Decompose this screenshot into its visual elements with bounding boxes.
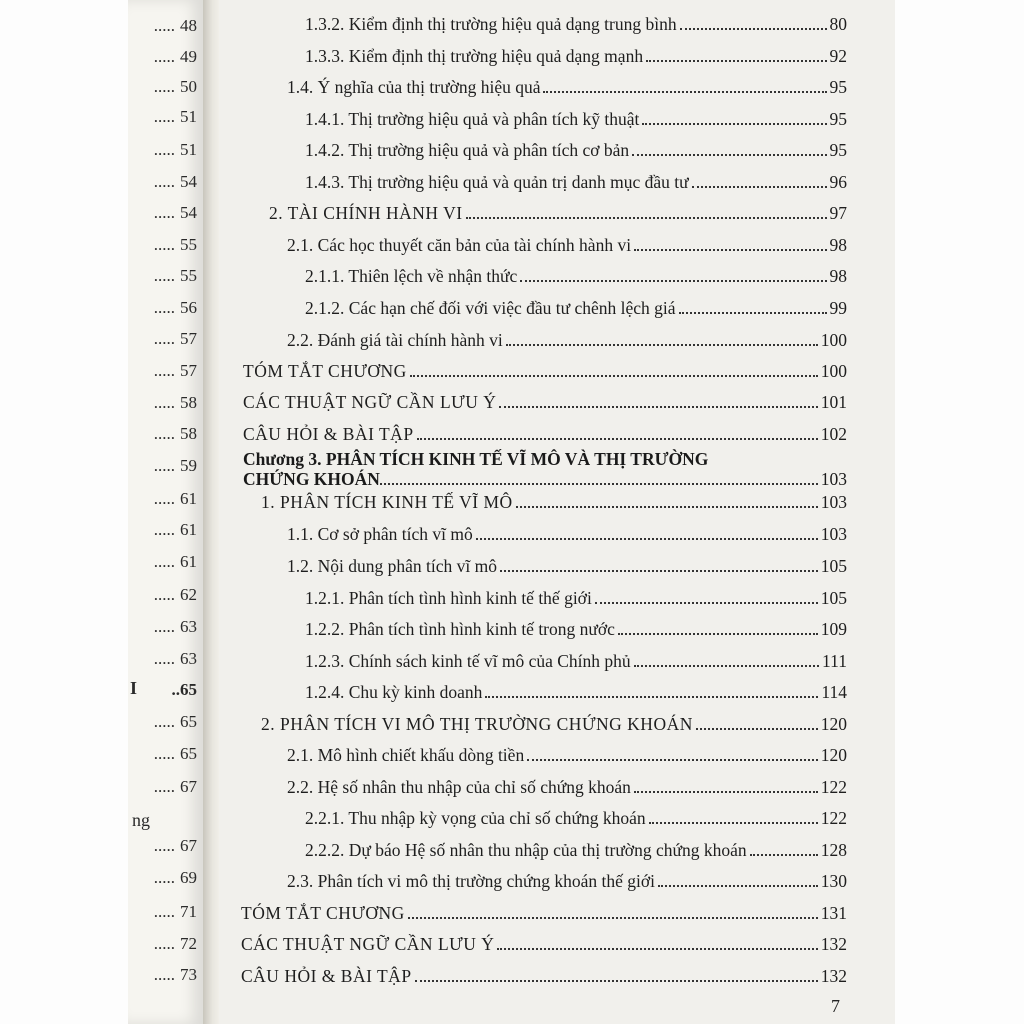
dot-leader xyxy=(516,506,818,508)
dot-leader xyxy=(415,980,818,982)
dot-leader xyxy=(595,602,818,604)
toc-entry-page: 128 xyxy=(820,840,847,860)
left-dot-leader: ..... xyxy=(153,140,175,159)
left-dot-leader: ..... xyxy=(153,585,175,604)
toc-entry-page: 132 xyxy=(820,966,847,986)
toc-entry-page: 80 xyxy=(829,14,847,34)
toc-entry xyxy=(241,956,847,986)
toc-entry-label: CÁC THUẬT NGỮ CẦN LƯU Ý xyxy=(243,392,497,412)
dot-leader xyxy=(417,438,818,440)
dot-leader xyxy=(497,948,817,950)
toc-entry-page: 122 xyxy=(820,777,847,797)
left-page-entry: 61 xyxy=(180,520,197,539)
toc-entry-page: 100 xyxy=(820,361,847,381)
dot-leader xyxy=(634,791,818,793)
left-page-entry: 61 xyxy=(180,489,197,508)
toc-entry-label: TÓM TẮT CHƯƠNG xyxy=(243,361,407,381)
toc-entry-page: 95 xyxy=(829,140,847,160)
toc-entry-label: 1.2.4. Chu kỳ kinh doanh xyxy=(305,682,483,702)
left-page-entry: 59 xyxy=(180,456,197,475)
left-dot-leader: ..... xyxy=(153,552,175,571)
toc-entry-page: 120 xyxy=(820,745,847,765)
chapter-heading xyxy=(243,449,847,489)
toc-entry-page: 95 xyxy=(829,77,847,97)
toc-entry-label: 2.1.2. Các hạn chế đối với việc đầu tư chênh lệch giá xyxy=(305,298,676,318)
left-dot-leader: ..... xyxy=(153,489,175,508)
toc-entry-label: CÂU HỎI & BÀI TẬP xyxy=(241,966,412,986)
toc-entry-label: 1.2.2. Phân tích tình hình kinh tế trong nước xyxy=(305,619,615,639)
toc-entry xyxy=(287,67,847,97)
left-page-entry: 57 xyxy=(180,329,197,348)
toc-entry-label: 2.3. Phân tích vi mô thị trường chứng khoán thế giới xyxy=(287,871,655,891)
left-dot-leader: ..... xyxy=(153,868,175,887)
toc-entry-label: 2.2. Hệ số nhân thu nhập của chỉ số chứng khoán xyxy=(287,777,631,797)
dot-leader xyxy=(632,154,826,156)
toc-entry xyxy=(305,130,847,160)
dot-leader xyxy=(646,60,826,62)
toc-entry xyxy=(305,162,847,192)
toc-entry xyxy=(261,704,847,734)
left-page-entry: 56 xyxy=(180,298,197,317)
dot-leader xyxy=(485,696,818,698)
left-dot-leader: ..... xyxy=(153,424,175,443)
left-dot-leader: ..... xyxy=(153,649,175,668)
toc-entry xyxy=(243,414,847,444)
toc-entry-page: 95 xyxy=(829,109,847,129)
table-of-contents xyxy=(219,0,895,1024)
toc-entry xyxy=(305,256,847,286)
left-dot-leader: ..... xyxy=(153,172,175,191)
toc-entry-label: 2.2.2. Dự báo Hệ số nhân thu nhập của thị trường chứng khoán xyxy=(305,840,747,860)
left-page-entry: ..65 xyxy=(171,680,197,699)
toc-entry-label: 1.2.1. Phân tích tình hình kinh tế thế giới xyxy=(305,588,592,608)
toc-entry-page: 96 xyxy=(829,172,847,192)
toc-entry-page: 92 xyxy=(829,46,847,66)
dot-leader xyxy=(696,728,818,730)
dot-leader xyxy=(649,822,818,824)
left-page-entry: 65 xyxy=(180,712,197,731)
left-page-entry: 51 xyxy=(180,140,197,159)
toc-entry-label: TÓM TẮT CHƯƠNG xyxy=(241,903,405,923)
left-page-entry: 63 xyxy=(180,617,197,636)
toc-entry xyxy=(305,36,847,66)
toc-entry-page: 99 xyxy=(829,298,847,318)
toc-entry-page: 101 xyxy=(820,392,847,412)
left-dot-leader: ..... xyxy=(153,902,175,921)
dot-leader xyxy=(466,217,827,219)
toc-entry-page: 131 xyxy=(820,903,847,923)
left-dot-leader: ..... xyxy=(153,456,175,475)
left-dot-leader: ..... xyxy=(153,77,175,96)
toc-entry xyxy=(305,4,847,34)
dot-leader xyxy=(692,186,827,188)
left-dot-leader: ..... xyxy=(153,361,175,380)
dot-leader xyxy=(543,91,826,93)
toc-entry-label: CÂU HỎI & BÀI TẬP xyxy=(243,424,414,444)
toc-entry xyxy=(305,830,847,860)
left-dot-leader: ..... xyxy=(153,329,175,348)
left-page-entry: 57 xyxy=(180,361,197,380)
left-page-entry: 48 xyxy=(180,16,197,35)
toc-entry-label: 2.1.1. Thiên lệch về nhận thức xyxy=(305,266,518,286)
toc-entry xyxy=(287,861,847,891)
toc-entry-page: 98 xyxy=(829,235,847,255)
toc-entry-label: 2.1. Mô hình chiết khấu dòng tiền xyxy=(287,745,525,765)
left-dot-leader: ..... xyxy=(153,617,175,636)
left-page-entry: 49 xyxy=(180,47,197,66)
left-dot-leader: ..... xyxy=(153,836,175,855)
toc-entry-page: 102 xyxy=(820,424,847,444)
toc-entry-page: 105 xyxy=(820,588,847,608)
left-page-entry: 71 xyxy=(180,902,197,921)
left-page-entry: 62 xyxy=(180,585,197,604)
toc-entry-page: 103 xyxy=(820,492,847,512)
toc-entry-label: 1.4.2. Thị trường hiệu quả và phân tích cơ bản xyxy=(305,140,630,160)
toc-entry-page: 122 xyxy=(820,808,847,828)
toc-entry xyxy=(305,99,847,129)
toc-entry xyxy=(243,351,847,381)
left-page-entry: 67 xyxy=(180,777,197,796)
dot-leader xyxy=(500,570,818,572)
left-page-entry: 63 xyxy=(180,649,197,668)
dot-leader xyxy=(506,344,818,346)
left-dot-leader: ..... xyxy=(153,107,175,126)
toc-entry xyxy=(287,767,847,797)
toc-entry xyxy=(241,893,847,923)
toc-entry-page: 132 xyxy=(820,934,847,954)
toc-entry xyxy=(287,735,847,765)
toc-entry-page: 130 xyxy=(820,871,847,891)
toc-entry-page: 97 xyxy=(829,203,847,223)
toc-entry xyxy=(287,320,847,350)
left-dot-leader: ..... xyxy=(153,298,175,317)
left-page-entry: 58 xyxy=(180,393,197,412)
dot-leader xyxy=(679,312,827,314)
left-page xyxy=(128,0,203,1024)
dot-leader xyxy=(634,665,819,667)
toc-entry-label: 1.3.2. Kiểm định thị trường hiệu quả dạng trung bình xyxy=(305,14,677,34)
toc-entry xyxy=(305,578,847,608)
left-dot-leader: ..... xyxy=(153,266,175,285)
left-page-entry: 58 xyxy=(180,424,197,443)
left-dot-leader: ..... xyxy=(153,520,175,539)
book-gutter xyxy=(203,0,219,1024)
dot-leader xyxy=(634,249,826,251)
toc-entry xyxy=(305,672,847,702)
toc-entry-label: 1.4.3. Thị trường hiệu quả và quản trị danh mục đầu tư xyxy=(305,172,689,192)
left-dot-leader: ..... xyxy=(153,965,175,984)
dot-leader xyxy=(680,28,827,30)
toc-entry xyxy=(305,798,847,828)
toc-entry-label: 1.4.1. Thị trường hiệu quả và phân tích kỹ thuật xyxy=(305,109,640,129)
dot-leader xyxy=(642,123,826,125)
toc-entry-label: 2. TÀI CHÍNH HÀNH VI xyxy=(269,203,463,223)
dot-leader xyxy=(410,375,818,377)
left-page-entry: 61 xyxy=(180,552,197,571)
toc-entry xyxy=(243,382,847,412)
dot-leader xyxy=(499,406,817,408)
left-page-entry: 54 xyxy=(180,172,197,191)
dot-leader xyxy=(476,538,818,540)
toc-entry xyxy=(287,225,847,255)
toc-entry-label: 2. PHÂN TÍCH VI MÔ THỊ TRƯỜNG CHỨNG KHOÁN xyxy=(261,714,693,734)
dot-leader xyxy=(750,854,818,856)
toc-entry-label: 1.2. Nội dung phân tích vĩ mô xyxy=(287,556,497,576)
left-page-entry: 72 xyxy=(180,934,197,953)
left-dot-leader: ..... xyxy=(153,744,175,763)
toc-entry xyxy=(305,288,847,318)
left-page-entry: 65 xyxy=(180,744,197,763)
toc-entry-page: 100 xyxy=(820,330,847,350)
dot-leader xyxy=(408,917,818,919)
left-page-entry: 69 xyxy=(180,868,197,887)
toc-entry-label: 2.2.1. Thu nhập kỳ vọng của chỉ số chứng khoán xyxy=(305,808,646,828)
background-left xyxy=(0,0,128,1024)
left-page-entry: 51 xyxy=(180,107,197,126)
right-page xyxy=(219,0,895,1024)
toc-entry xyxy=(287,514,847,544)
background-right xyxy=(895,0,1024,1024)
left-dot-leader: ..... xyxy=(153,203,175,222)
left-stray-text: ng xyxy=(132,810,150,830)
toc-entry-label: 2.1. Các học thuyết căn bản của tài chính hành vi xyxy=(287,235,632,255)
toc-entry-label: 2.2. Đánh giá tài chính hành vi xyxy=(287,330,503,350)
left-stray-text: I xyxy=(130,678,138,698)
dot-leader xyxy=(520,280,826,282)
toc-entry-label: 1.2.3. Chính sách kinh tế vĩ mô của Chính phủ xyxy=(305,651,631,671)
left-page-entry: 73 xyxy=(180,965,197,984)
toc-entry-page: 114 xyxy=(821,682,847,702)
toc-entry-page: 109 xyxy=(820,619,847,639)
toc-entry-page: 105 xyxy=(820,556,847,576)
toc-entry-label: 1.1. Cơ sở phân tích vĩ mô xyxy=(287,524,473,544)
toc-entry-label: 1.3.3. Kiểm định thị trường hiệu quả dạng mạnh xyxy=(305,46,644,66)
toc-entry-page: 103 xyxy=(820,524,847,544)
left-page-entry: 50 xyxy=(180,77,197,96)
left-page-entry: 54 xyxy=(180,203,197,222)
chapter-title-line2: CHỨNG KHOÁN xyxy=(243,469,380,489)
toc-entry-label: 1.4. Ý nghĩa của thị trường hiệu quả xyxy=(287,77,541,97)
page-number: 7 xyxy=(831,996,840,1016)
left-dot-leader: ..... xyxy=(153,934,175,953)
toc-entry-label: CÁC THUẬT NGỮ CẦN LƯU Ý xyxy=(241,934,495,954)
left-dot-leader: ..... xyxy=(153,16,175,35)
dot-leader xyxy=(380,483,818,485)
toc-entry xyxy=(305,641,847,671)
toc-entry xyxy=(241,924,847,954)
toc-entry xyxy=(287,546,847,576)
dot-leader xyxy=(527,759,818,761)
left-page-entry: 55 xyxy=(180,235,197,254)
toc-entry-label: 1. PHÂN TÍCH KINH TẾ VĨ MÔ xyxy=(261,492,513,512)
toc-entry-page: 98 xyxy=(829,266,847,286)
toc-entry xyxy=(305,609,847,639)
left-dot-leader: ..... xyxy=(153,235,175,254)
left-dot-leader: ..... xyxy=(153,777,175,796)
left-page-entry: 67 xyxy=(180,836,197,855)
toc-entry-page: 111 xyxy=(822,651,847,671)
toc-entry xyxy=(269,193,847,223)
left-dot-leader: ..... xyxy=(153,393,175,412)
dot-leader xyxy=(658,885,818,887)
chapter-title-line1: Chương 3. PHÂN TÍCH KINH TẾ VĨ MÔ VÀ THỊ TRƯỜNG xyxy=(243,449,709,469)
left-dot-leader: ..... xyxy=(153,712,175,731)
left-dot-leader: ..... xyxy=(153,47,175,66)
chapter-page: 103 xyxy=(820,469,847,489)
toc-entry-page: 120 xyxy=(820,714,847,734)
dot-leader xyxy=(618,633,818,635)
left-page-entry: 55 xyxy=(180,266,197,285)
